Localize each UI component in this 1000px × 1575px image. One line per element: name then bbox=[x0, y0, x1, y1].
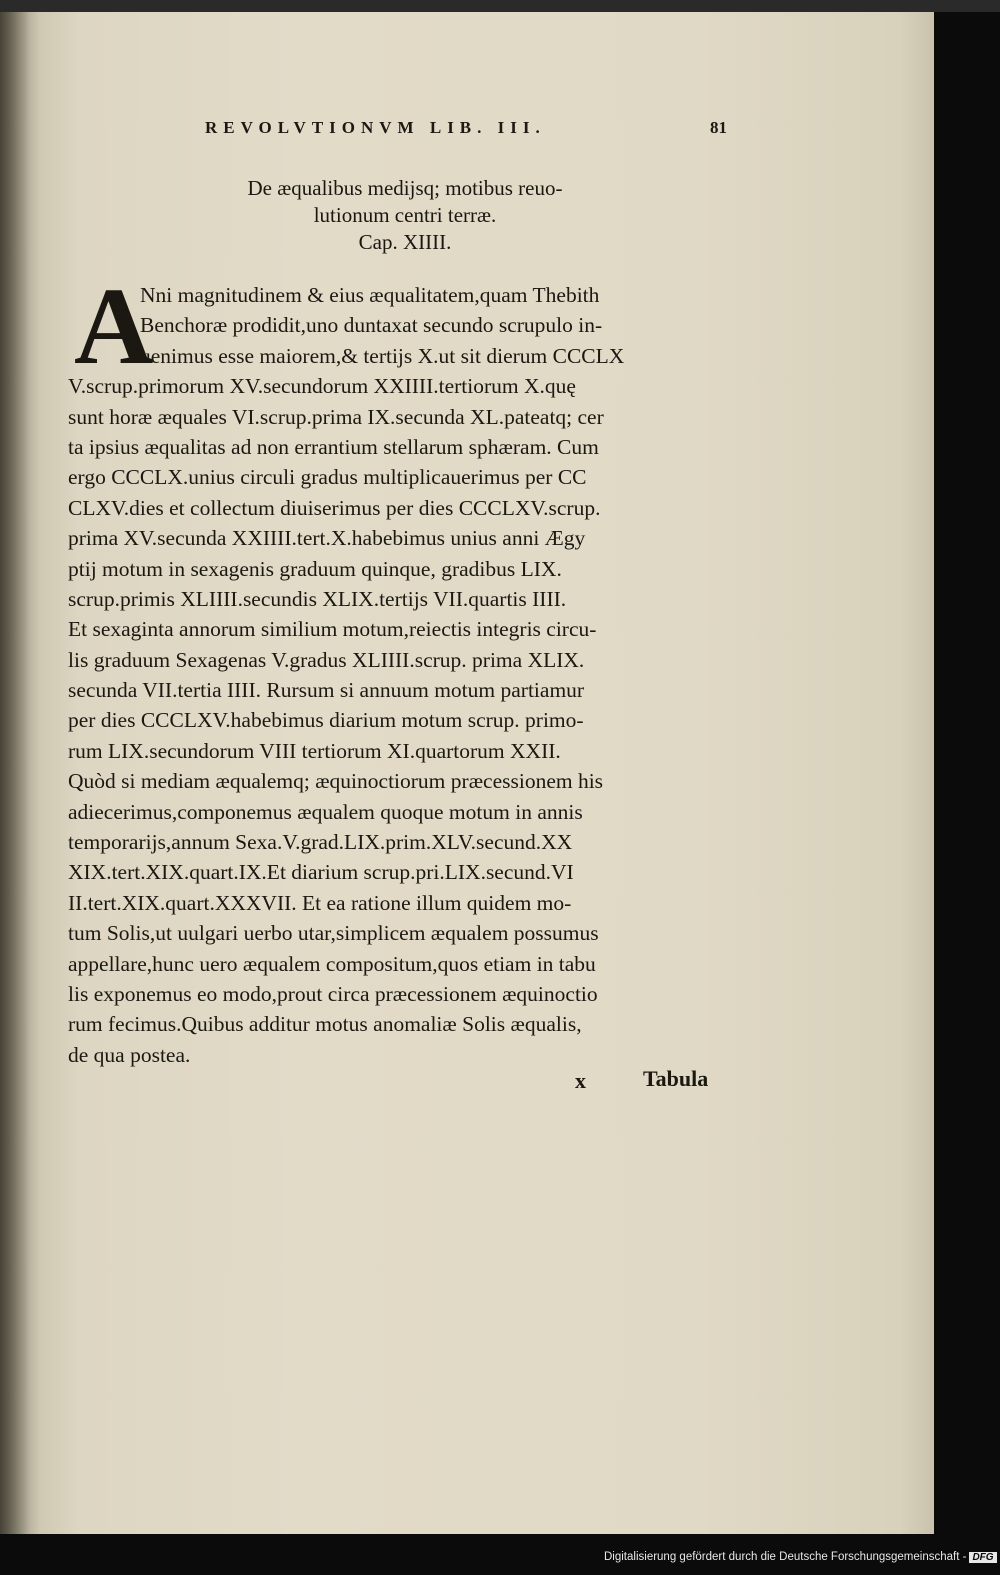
text-line: Quòd si mediam æqualemq; æquinoctiorum præcessionem his bbox=[68, 769, 604, 794]
text-line: de qua postea. bbox=[68, 1042, 191, 1067]
text-line: scrup.primis XLIIII.secundis XLIX.tertijs VII.quartis IIII. bbox=[68, 586, 567, 611]
text-line: ptij motum in sexagenis graduum quinque, gradibus LIX. bbox=[68, 556, 562, 581]
drop-cap-initial: A bbox=[74, 265, 154, 387]
scan-top-edge bbox=[0, 0, 1000, 12]
running-head: REVOLVTIONVM LIB. III. bbox=[205, 118, 546, 137]
text-line: appellare,hunc uero æqualem compositum,quos etiam in tabu bbox=[68, 951, 596, 976]
digitization-credit bbox=[604, 1551, 996, 1569]
chapter-number: Cap. XIIII. bbox=[358, 230, 452, 254]
catchword: Tabula bbox=[643, 1066, 709, 1091]
text-line: II.tert.XIX.quart.XXXVII. Et ea ratione illum quidem mo- bbox=[68, 890, 572, 915]
text-line: Nni magnitudinem & eius æqualitatem,quam Thebith bbox=[140, 283, 600, 307]
credit-text: Digitalisierung gefördert durch die Deutsche Forschungsgemeinschaft - bbox=[604, 1551, 967, 1563]
text-line: prima XV.secunda XXIIII.tert.X.habebimus unius anni Ægy bbox=[68, 526, 586, 551]
text-line: V.scrup.primorum XV.secundorum XXIIII.tertiorum X.quę bbox=[68, 374, 576, 399]
text-line: lis graduum Sexagenas V.gradus XLIIII.scrup. prima XLIX. bbox=[68, 647, 585, 672]
text-line: tum Solis,ut uulgari uerbo utar,simplicem æqualem possumus bbox=[68, 921, 599, 946]
text-line: Benchoræ prodidit,uno duntaxat secundo scrupulo in- bbox=[140, 313, 603, 338]
text-line: XIX.tert.XIX.quart.IX.Et diarium scrup.pri.LIX.secund.VI bbox=[68, 860, 574, 885]
text-line: rum fecimus.Quibus additur motus anomaliæ Solis æqualis, bbox=[68, 1012, 582, 1037]
chapter-title-line: lutionum centri terræ. bbox=[313, 203, 497, 227]
text-line: per dies CCCLXV.habebimus diarium motum scrup. primo- bbox=[68, 708, 584, 733]
dfg-logo-icon: DFG bbox=[969, 1552, 996, 1563]
chapter-title-line: De æqualibus medijsq; motibus reuo- bbox=[247, 176, 563, 200]
text-line: ta ipsius æqualitas ad non errantium stellarum sphæram. Cum bbox=[68, 434, 599, 459]
text-line: CLXV.dies et collectum diuiserimus per dies CCCLXV.scrup. bbox=[68, 495, 601, 520]
text-line: Et sexaginta annorum similium motum,reiectis integris circu- bbox=[68, 617, 597, 642]
text-line: adiecerimus,componemus æqualem quoque motum in annis bbox=[68, 799, 583, 824]
text-line: uenimus esse maiorem,& tertijs X.ut sit dierum CCCLX bbox=[140, 343, 625, 368]
text-line: rum LIX.secundorum VIII tertiorum XI.quartorum XXII. bbox=[68, 738, 561, 763]
folio-number: 81 bbox=[710, 118, 727, 137]
text-line: secunda VII.tertia IIII. Rursum si annuum motum partiamur bbox=[68, 678, 585, 703]
text-line: lis exponemus eo modo,prout circa præcessionem æquinoctio bbox=[68, 981, 598, 1006]
gutter-shadow bbox=[0, 12, 30, 1534]
signature-mark: x bbox=[575, 1068, 586, 1093]
chapter-title bbox=[170, 175, 640, 256]
text-line: sunt horæ æquales VI.scrup.prima IX.secunda XL.pateatq; cer bbox=[68, 404, 604, 429]
text-line: ergo CCCLX.unius circuli gradus multiplicauerimus per CC bbox=[68, 465, 587, 490]
text-line: temporarijs,annum Sexa.V.grad.LIX.prim.XLV.secund.XX bbox=[68, 830, 573, 855]
body-text bbox=[68, 265, 733, 1070]
